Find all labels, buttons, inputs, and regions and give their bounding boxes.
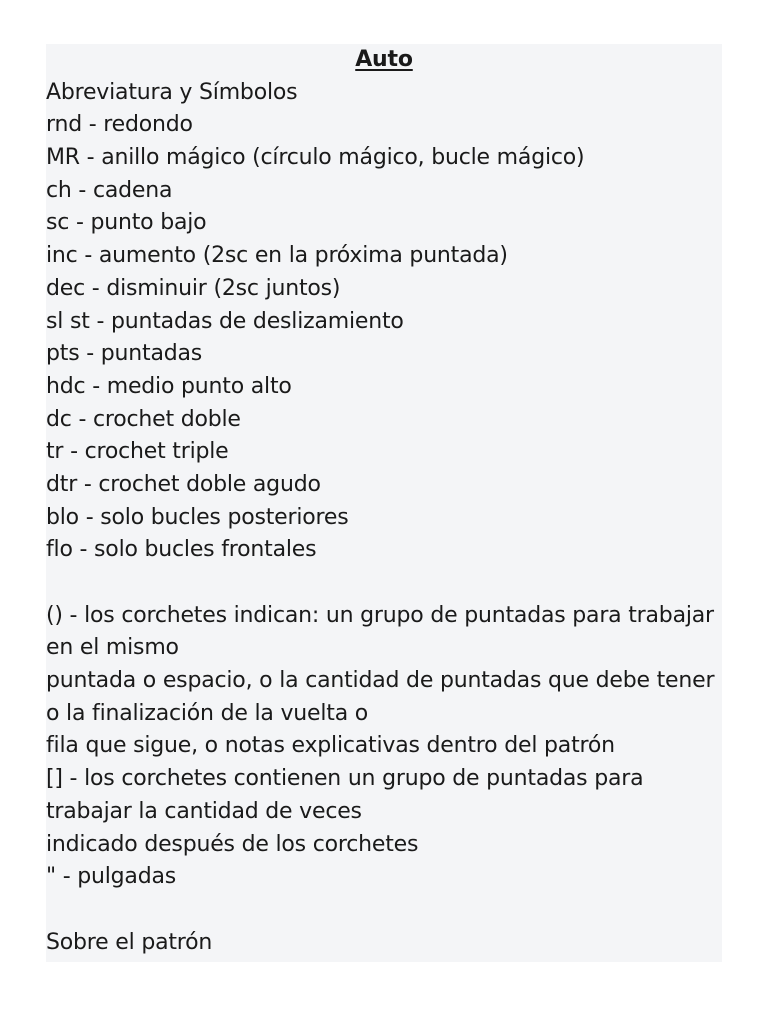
abbreviation-line: hdc - medio punto alto bbox=[46, 373, 292, 399]
abbreviation-line: blo - solo bucles posteriores bbox=[46, 504, 349, 530]
abbreviation-line: flo - solo bucles frontales bbox=[46, 537, 317, 563]
abbreviation-line: inc - aumento (2sc en la próxima puntada) bbox=[46, 243, 508, 269]
note-line: en el mismo bbox=[46, 635, 179, 661]
abbreviation-line: dec - disminuir (2sc juntos) bbox=[46, 275, 341, 301]
section-heading-pattern: Sobre el patrón bbox=[46, 929, 213, 955]
abbreviation-line: dc - crochet doble bbox=[46, 406, 241, 432]
section-heading-abbreviations: Abreviatura y Símbolos bbox=[46, 79, 298, 105]
note-line: fila que sigue, o notas explicativas dentro del patrón bbox=[46, 733, 615, 759]
note-line: () - los corchetes indican: un grupo de puntadas para trabajar bbox=[46, 602, 714, 628]
note-line: trabajar la cantidad de veces bbox=[46, 798, 362, 824]
abbreviation-line: dtr - crochet doble agudo bbox=[46, 471, 321, 497]
abbreviation-line: tr - crochet triple bbox=[46, 439, 229, 465]
note-line: o la finalización de la vuelta o bbox=[46, 700, 369, 726]
text-block bbox=[46, 44, 722, 962]
abbreviation-line: sl st - puntadas de deslizamiento bbox=[46, 308, 404, 334]
abbreviation-line: rnd - redondo bbox=[46, 112, 193, 138]
blank-line bbox=[46, 567, 722, 600]
document-content bbox=[46, 44, 722, 959]
abbreviation-line: ch - cadena bbox=[46, 177, 173, 203]
note-line: [] - los corchetes contienen un grupo de puntadas para bbox=[46, 766, 644, 792]
document-title: Auto bbox=[355, 47, 413, 72]
abbreviation-line: MR - anillo mágico (círculo mágico, bucle mágico) bbox=[46, 145, 585, 171]
note-line: puntada o espacio, o la cantidad de puntadas que debe tener bbox=[46, 668, 715, 694]
note-line: indicado después de los corchetes bbox=[46, 831, 419, 857]
blank-line bbox=[46, 894, 722, 927]
abbreviation-line: sc - punto bajo bbox=[46, 210, 207, 236]
note-line: " - pulgadas bbox=[46, 864, 177, 890]
abbreviation-line: pts - puntadas bbox=[46, 341, 203, 367]
